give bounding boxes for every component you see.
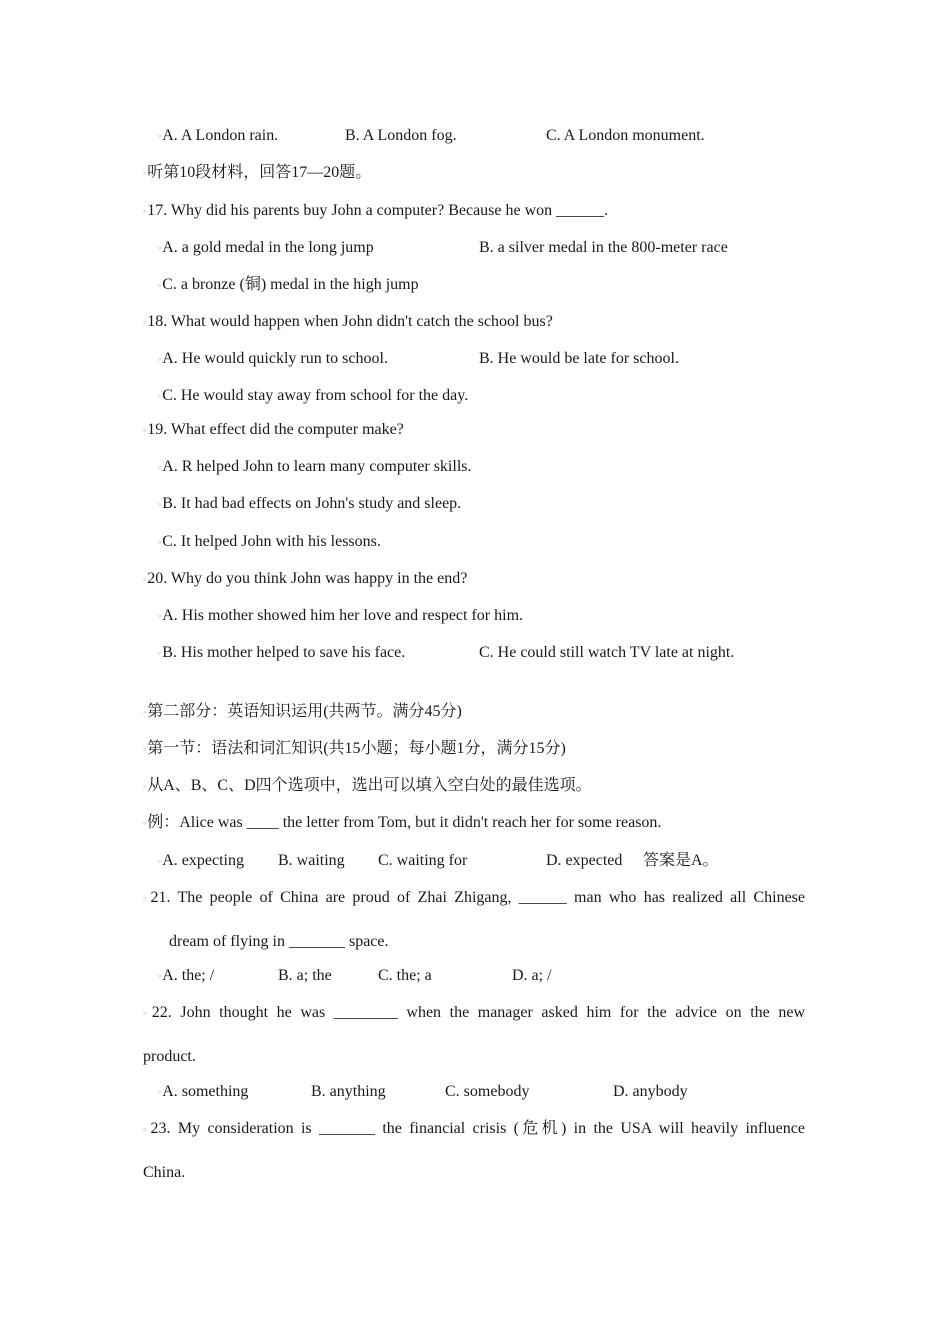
q18-stem: ◦18. What would happen when John didn't catch the school bus? [143,313,553,330]
q19-option-b: ◦B. It had bad effects on John's study and sleep. [158,495,462,512]
q20-option-b: ◦B. His mother helped to save his face. [158,644,406,661]
example-option-c: C. waiting for [378,852,468,869]
section10-instruction: ◦听第10段材料，回答17—20题。 [143,164,372,181]
section1-instruction: ◦从A、B、C、D四个选项中，选出可以填入空白处的最佳选项。 [143,777,592,794]
q22-option-b: B. anything [311,1083,386,1100]
q21-option-d: D. a; / [512,967,552,984]
q16-option-b: B. A London fog. [345,127,457,144]
q22-option-a: ◦A. something [158,1083,249,1100]
q22-stem-line1: ◦22. John thought he was ________ when the manager asked him for the advice on the new [143,1004,805,1021]
q19-stem: ◦19. What effect did the computer make? [143,421,404,438]
q22-option-d: D. anybody [613,1083,688,1100]
q21-option-b: B. a; the [278,967,332,984]
example-answer: 答案是A。 [643,852,719,869]
q22-option-c: C. somebody [445,1083,530,1100]
q21-stem-line2: dream of flying in _______ space. [169,933,389,950]
example-option-d: D. expected [546,852,623,869]
q22-stem-line2: product. [143,1048,196,1065]
q21-option-a: ◦A. the; / [158,967,215,984]
q20-option-a: ◦A. His mother showed him her love and respect for him. [158,607,524,624]
q23-stem-line1: ◦23. My consideration is _______ the financial crisis (危机) in the USA will heavily influence [143,1120,805,1137]
q18-option-c: ◦C. He would stay away from school for the day. [158,387,469,404]
example-option-a: ◦A. expecting [158,852,244,869]
q19-option-c: ◦C. It helped John with his lessons. [158,533,381,550]
q21-option-c: C. the; a [378,967,432,984]
q23-stem-line2: China. [143,1164,186,1181]
section1-title: ◦第一节：语法和词汇知识(共15小题；每小题1分，满分15分) [143,740,566,757]
q18-option-b: B. He would be late for school. [479,350,679,367]
part2-title: ◦第二部分：英语知识运用(共两节。满分45分) [143,703,462,720]
q17-stem: ◦17. Why did his parents buy John a computer? Because he won ______. [143,202,609,219]
q18-option-a: ◦A. He would quickly run to school. [158,350,388,367]
q19-option-a: ◦A. R helped John to learn many computer skills. [158,458,472,475]
q20-stem: ◦20. Why do you think John was happy in the end? [143,570,468,587]
q17-option-a: ◦A. a gold medal in the long jump [158,239,374,256]
example-option-b: B. waiting [278,852,345,869]
example-stem: ◦例：Alice was ____ the letter from Tom, but it didn't reach her for some reason. [143,814,662,831]
q21-stem-line1: ◦21. The people of China are proud of Zhai Zhigang, ______ man who has realized all Chinese [143,889,805,906]
q17-option-c: ◦C. a bronze (铜) medal in the high jump [158,276,419,293]
q16-option-c: C. A London monument. [546,127,705,144]
q16-option-a: ◦A. A London rain. [158,127,279,144]
q20-option-c: C. He could still watch TV late at night. [479,644,735,661]
q17-option-b: B. a silver medal in the 800-meter race [479,239,728,256]
